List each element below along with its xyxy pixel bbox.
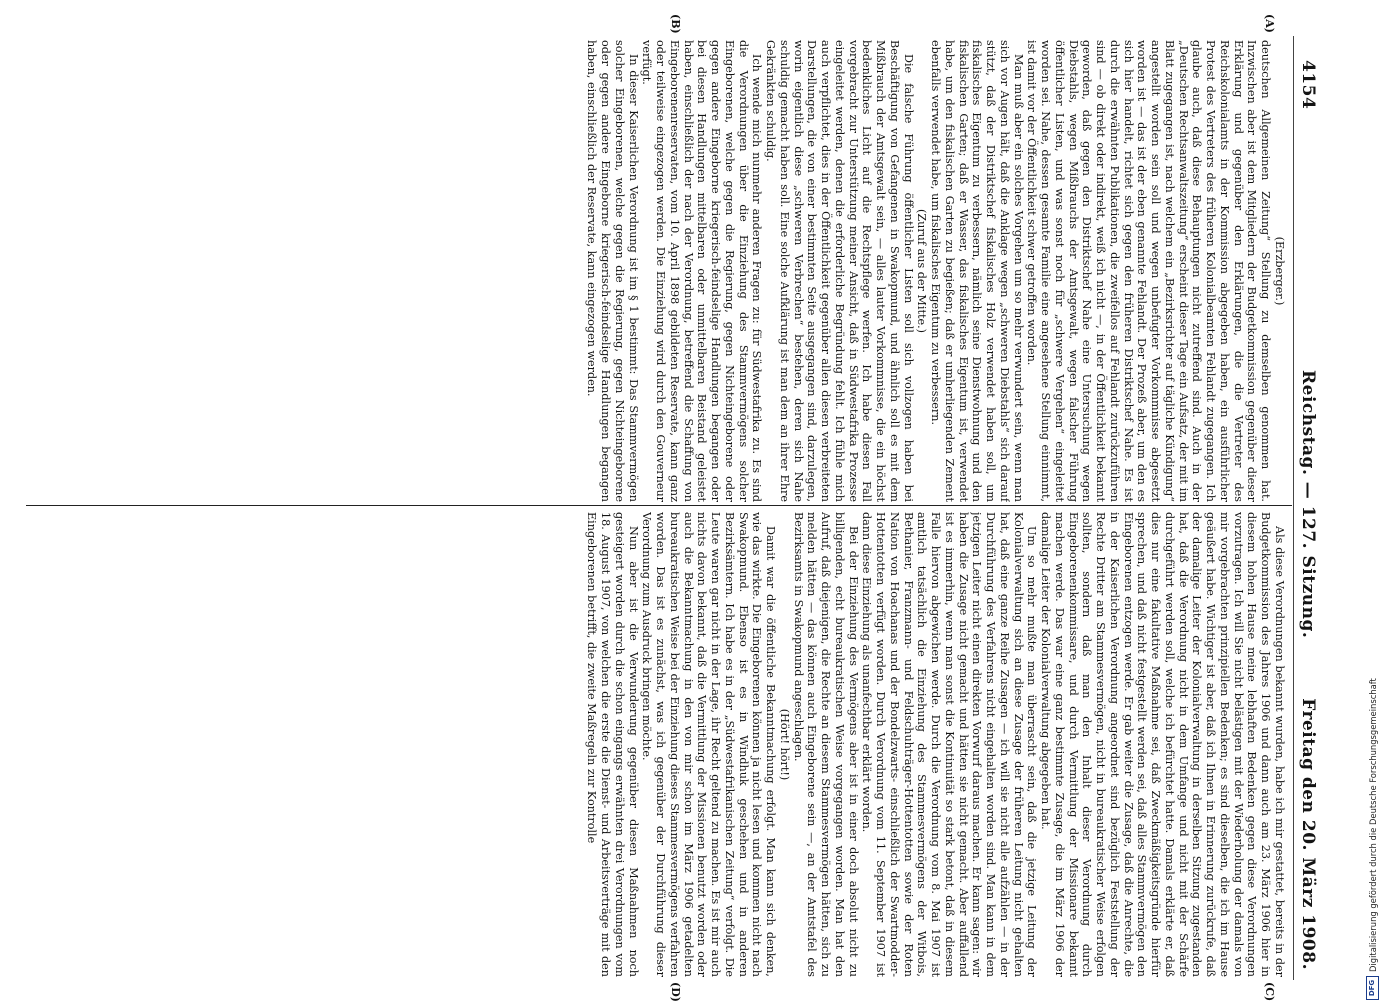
side-credit [1366, 0, 1382, 1000]
page-title: Reichstag. — 127. Sitzung. [1298, 370, 1318, 639]
paragraph: In dieser Kaiserlichen Verordnung ist im § 1 bestimmt: Das Stammvermögen solcher Eingeborenen, welche gegen die Regierung, gegen Nichteingeborene oder gegen andere Eingeborne kriegerisch-feindselige Handlungen begangen haben, einschließlich der Reservate, kann eingezogen werden. [585, 40, 640, 502]
dfg-logo: DFG [1366, 976, 1379, 1000]
left-text-column [40, 40, 1286, 502]
margin-mark-a: (A) [1263, 14, 1276, 33]
right-text-column [40, 512, 1286, 977]
paragraph: Nun aber ist die Verwunderung gegenüber diesen Maßnahmen noch gesteigert worden durch die schon eingangs erwähnten drei Verordnungen vom 18. August 1907, von welchen die erste die Dienst- und Arbeitsverträge mit den Eingeborenen betrifft, die zweite Maßregeln zur Kontrolle [585, 512, 640, 977]
page-number: 4154 [1298, 60, 1318, 110]
margin-mark-c: (C) [1263, 982, 1276, 1002]
speaker-name: (Erzberger.) [1273, 236, 1286, 306]
paragraph: Man muß aber ein solches Vorgehen um so mehr verwundert sein, wenn man sich vor Augen hält, daß die Anklage wegen „schweren Diebstahls“ sich darauf stützt, daß der Distriktschef fiskalisches Holz verwendet haben soll, um fiskalisches Eigentum zu verbessern, nämlich seine Dienstwohnung und den fiskalischen Garten; daß er Wasser, das fiskalisches Eigentum ist, verwendet habe, um den fiskalischen Garten zu begießen; daß er umherliegenden Zement ebenfalls verwendet habe, um fiskalisches Eigentum zu verbessern. [929, 40, 1025, 502]
paragraph: Damit war die öffentliche Bekanntmachung erfolgt. Man kann sich denken, wie das wirkte. Die Eingeborenen können ja nicht lesen und kommen nicht nach Swakopmund. Ebenso ist es in Windhuk geschehen und in anderen Bezirksämtern. Ich habe es in der „Südwestafrikanischen Zeitung“ verfolgt. Die Leute waren gar nicht in der Lage, ihr Recht geltend zu machen. Es ist mir auch nichts davon bekannt, daß die Vermittlung der Missionen benutzt worden oder auch die Bekanntmachung in den von mir schon im März 1906 getadelten bureaukratischen Weise bei der Einziehung dieses Stammesvermögens verfahren worden. Das ist es zunächst, was ich gegenüber der Durchführung dieser Verordnung zum Ausdruck bringen möchte. [640, 512, 778, 977]
paragraph: Bei der Einziehung des Vermögens aber ist in einer doch absolut nicht zu billigenden, echt bureaukratischen Weise vorgegangen worden. Man hat den Aufruf, daß diejenigen, die Rechte an diesem Stammesvermögen hätten, sich zu melden hätten — das können auch Eingeborene sein —, an der Amtstafel des Bezirksamts in Swakopmund angeschlagen. [791, 512, 860, 977]
paragraph: Um so mehr mußte man überrascht sein, daß die jetzige Leitung der Kolonialverwaltung sich an diese Zusage der früheren Leitung nicht gehalten hat, daß eine ganze Reihe Zusagen — ich will sie nicht alle aufzählen — in der Durchführung des Verfahrens nicht eingehalten worden sind. Man kann in dem jetzigen Leiter nicht einen direkten Vorwurf daraus machen. Er kann sagen: wir haben die Zusage nicht gemacht und hätten sie nicht gemacht. Aber auffallend ist es immerhin, wenn man sonst die Kontinuität so stark betont, daß in diesem Falle hiervon abgewichen werde. Durch die Verordnung vom 8. Mai 1907 ist amtlich tatsächlich die Einziehung des Stammesvermögens der Witbois, Bethanier, Franzmann- und Feldschuhträger-Hottentotten sowie der Roten Nation von Hoachanas und der Bondelzwarts- einschließlich der Swartmodder-Hottentotten verfügt worden. Durch Verordnung vom 11. September 1907 ist dann diese Einziehung als unanfechtbar erklärt worden. [860, 512, 1039, 977]
running-header [1294, 60, 1318, 970]
paragraph: Ich wende mich nunmehr anderen Fragen zu: für Südwestafrika zu. Es sind die Verordnungen über die Einziehung des Stammvermögens solcher Eingeborenen, welche gegen die Regierung, gegen Nichteingeborene oder gegen andere Eingeborne kriegerisch-feindselige Handlungen begangen oder bei diesen Handlungen mittelbaren oder unmittelbaren Beistand geleistet haben, einschließlich der nach der Verordnung, betreffend die Schaffung von Eingeborenenreservaten, vom 10. April 1898 gebildeten Reservate, kann ganz oder teilweise eingezogen werden. Die Einziehung wird durch den Gouverneur verfügt. [640, 40, 764, 502]
paragraph: deutschen Allgemeinen Zeitung“ Stellung zu demselben genommen hat. Inzwischen aber ist dem Mitgliedern der Budgetkommission gegenüber dieser Erklärung und gegenüber den Erklärungen, die die Vertreter des Reichskolonialamts in der Kommission abgegeben haben, ein ausführlicher Protest des Vertreters des früheren Kolonialbeamten Fehlandt zugegangen. Ich glaube auch, daß diese Behauptungen nicht zutreffend sind. Auch in der „Deutschen Rechtsanwaltszeitung“ erscheint dieser Tage ein Aufsatz, der mit im Blatt zugegangen ist, nach welchem ein „Bezirksrichter auf tägliche Kündigung“ angestellt worden sein soll und wegen unbefugter Vorkommnisse abgesetzt worden ist — das ist der eben genannte Fehlandt. Der Prozeß aber, um den es sich hier handelt, richtet sich gegen den früheren Distriktschef Nahe. Es ist durch die erwähnten Publikationen, die zweifellos auf Fehlandt zurückzuführen sind — ob direkt oder indirekt, weiß ich nicht —, in der Öffentlichkeit bekannt geworden, daß gegen den Distriktschef Nahe eine Untersuchung wegen Diebstahls, wegen Mißbrauchs der Amtsgewalt, wegen falscher Führung öffentlicher Listen, und was sonst noch für „schwere Vergehen“ eingeleitet worden sei. Nahe, dessen gesamte Familie eine angesehene Stellung einnimmt, ist damit vor der Öffentlichkeit schwer getroffen worden. [1025, 40, 1273, 502]
margin-mark-b: (B) [669, 14, 682, 34]
interjection: (Hört! hört!) [778, 708, 791, 781]
header-rule [1293, 36, 1294, 980]
column-divider [26, 505, 1292, 506]
page-date: Freitag den 20. März 1908. [1298, 698, 1318, 970]
margin-mark-d: (D) [669, 982, 682, 1002]
paragraph: Die falsche Führung öffentlicher Listen soll sich vollzogen haben bei Beschäftigung von Gefangenen in Swakopmund, und ähnlich soll es mit dem Mißbrauch der Amtsgewalt sein, — alles lauter Vorkommnisse, die ein höchst bedenkliches Licht auf die Rechtspflege werfen. Ich habe diesen Fall vorgebracht zur Unterstützung meiner Ansicht, daß in Südwestafrika Prozesse eingeleitet werden, denen die erforderliche Begründung fehlt. Ich fühle mich auch verpflichtet, dies in der Öffentlichkeit gegenüber allen diesen verbreiteten Darstellungen, die von einer bestimmten Seite ausgegangen sind, darzulegen, worin eigentlich diese „schweren Verbrechen“ bestehen, deren sich Nahe schuldig gemacht haben soll. Eine solche Aufklärung ist man dem an ihrer Ehre Gekränkten schuldig. [764, 40, 915, 502]
interjection: (Zuruf aus der Mitte.) [915, 208, 929, 334]
paragraph: Als diese Verordnungen bekannt wurden, habe ich mir gestattet, bereits in der Budgetkommission des Jahres 1906 und dann auch am 23. März 1906 hier in diesem hohen Hause meine lebhaften Bedenken gegen diese Verordnungen vorzutragen. Ich will Sie nicht belästigen mit der Wiederholung der damals von mir vorgebrachten prinzipiellen Bedenken; es sind dieselben, die ich im Hause geäußert habe. Wichtiger ist aber, daß ich Ihnen in Erinnerung zurückrufe, daß der damalige Leiter der Kolonialverwaltung in derselben Sitzung zugestanden hat, daß die Verordnung nicht in dem Umfange und nicht mit der Schärfe durchgeführt werden soll, welche ich befürchtet hatte. Damals erklärte er, daß dies nur eine fakultative Maßnahme sei, daß Zweckmäßigkeitsgründe hierfür sprechen, und daß nicht festgestellt werden sei, daß alles Stammvermögen den Eingeborenen entzogen werde. Er gab weiter die Zusage, daß die Anrechte, die in der Kaiserlichen Verordnung angeordnet sind bezüglich Feststellung der Rechte Dritter am Stammesvermögen, nicht in bureaukratischer Weise erfolgen sollten, sondern daß man den Inhalt dieser Verordnung durch Eingeborenenkommissare, und durch Vermittlung der Missionare bekannt machen werde. Das war eine ganz bestimmte Zusage, die im März 1906 der damalige Leiter der Kolonialverwaltung abgegeben hat. [1039, 512, 1286, 977]
digitization-credit: Digitalisierung gefördert durch die Deutsche Forschungsgemeinschaft [1368, 678, 1378, 972]
